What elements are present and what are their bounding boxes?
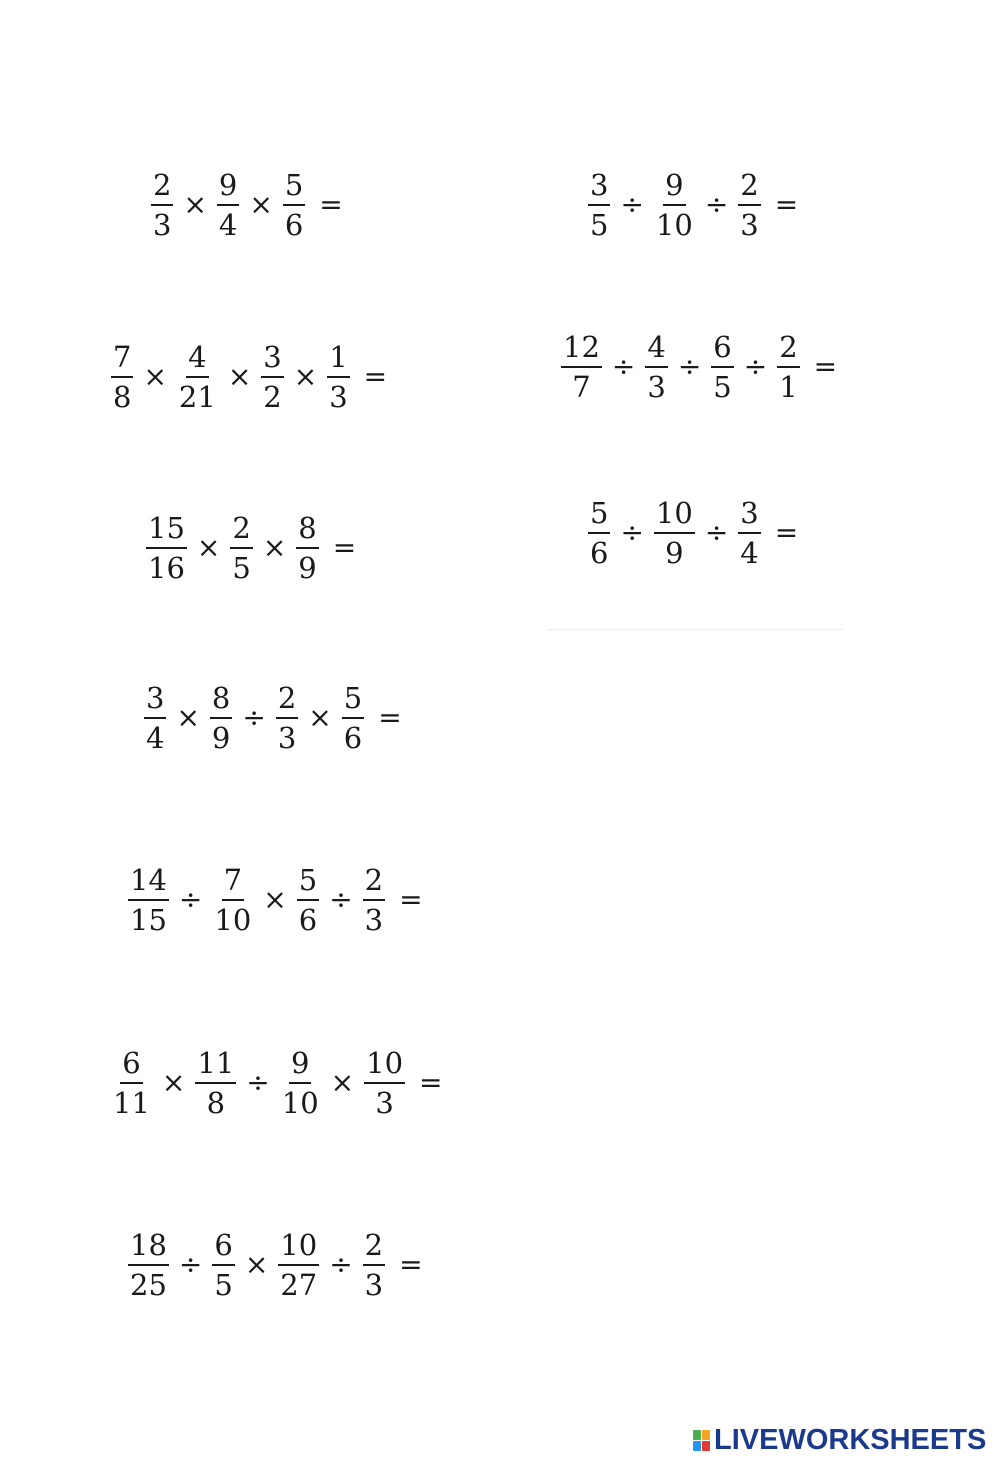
- divider-line: [548, 629, 843, 630]
- logo-square-2: [702, 1430, 710, 1440]
- denominator: 4: [740, 536, 759, 570]
- multiply-sign: ×: [227, 360, 252, 393]
- multiply-sign: ×: [176, 701, 200, 734]
- multiply-sign: ×: [183, 188, 207, 221]
- fraction: [278, 1228, 319, 1302]
- problem-2: [105, 332, 387, 422]
- fraction: [654, 496, 695, 570]
- fraction: [195, 1046, 236, 1120]
- numerator: 2: [276, 681, 298, 719]
- equals-sign: =: [399, 883, 423, 916]
- problem-3: [140, 503, 356, 593]
- denominator: 27: [280, 1268, 318, 1302]
- numerator: 5: [283, 168, 305, 206]
- equals-sign: =: [419, 1066, 443, 1099]
- multiply-sign: ×: [143, 360, 167, 393]
- multiply-sign: ×: [262, 531, 287, 564]
- fraction: [738, 168, 760, 242]
- logo-square-1: [693, 1430, 701, 1440]
- fraction: [210, 681, 232, 755]
- problem-5: [122, 855, 423, 945]
- fraction: [111, 1046, 152, 1120]
- denominator: 9: [665, 536, 684, 570]
- fraction: [342, 681, 364, 755]
- denominator: 7: [572, 370, 591, 404]
- fraction: [297, 863, 319, 937]
- denominator: 9: [298, 551, 317, 585]
- numerator: 9: [217, 168, 239, 206]
- problem-7: [122, 1220, 423, 1310]
- denominator: 3: [329, 380, 348, 414]
- divide-sign: ÷: [704, 188, 729, 221]
- equals-sign: =: [774, 516, 799, 549]
- fraction: [144, 681, 166, 755]
- numerator: 2: [777, 330, 799, 368]
- numerator: 4: [645, 330, 667, 368]
- numerator: 9: [289, 1046, 311, 1084]
- multiply-sign: ×: [196, 531, 221, 564]
- multiply-sign: ×: [244, 1248, 269, 1281]
- denominator: 3: [740, 208, 759, 242]
- fraction: [738, 496, 760, 570]
- divide-sign: ÷: [178, 1248, 203, 1281]
- numerator: 2: [151, 168, 173, 206]
- denominator: 11: [113, 1086, 150, 1120]
- multiply-sign: ×: [263, 883, 287, 916]
- liveworksheets-logo[interactable]: [693, 1424, 986, 1457]
- numerator: 2: [738, 168, 760, 206]
- fraction: [645, 330, 667, 404]
- denominator: 25: [130, 1268, 167, 1302]
- fraction: [217, 168, 239, 242]
- divide-sign: ÷: [178, 883, 203, 916]
- numerator: 18: [128, 1228, 169, 1266]
- fraction: [654, 168, 695, 242]
- numerator: 15: [146, 511, 187, 549]
- fraction: [588, 168, 610, 242]
- denominator: 5: [713, 370, 732, 404]
- fraction: [280, 1046, 321, 1120]
- fraction: [363, 863, 385, 937]
- divide-sign: ÷: [677, 350, 702, 383]
- fraction: [711, 330, 733, 404]
- denominator: 10: [281, 1086, 319, 1120]
- denominator: 3: [364, 1268, 384, 1302]
- numerator: 2: [230, 511, 252, 549]
- numerator: 10: [278, 1228, 319, 1266]
- divide-sign: ÷: [620, 188, 644, 221]
- fraction: [128, 1228, 169, 1302]
- numerator: 8: [296, 511, 318, 549]
- divide-sign: ÷: [704, 516, 729, 549]
- denominator: 6: [590, 536, 609, 570]
- numerator: 6: [120, 1046, 142, 1084]
- denominator: 4: [146, 721, 165, 755]
- denominator: 3: [277, 721, 297, 755]
- divide-sign: ÷: [242, 701, 266, 734]
- divide-sign: ÷: [329, 1248, 353, 1281]
- fraction: [364, 1046, 405, 1120]
- problem-10: [582, 488, 798, 578]
- multiply-sign: ×: [330, 1066, 355, 1099]
- divide-sign: ÷: [246, 1066, 270, 1099]
- equals-sign: =: [399, 1248, 423, 1281]
- divide-sign: ÷: [743, 350, 768, 383]
- denominator: 6: [284, 208, 304, 242]
- fraction: [363, 1228, 385, 1302]
- problem-6: [105, 1038, 443, 1128]
- numerator: 7: [111, 340, 133, 378]
- multiply-sign: ×: [161, 1066, 186, 1099]
- fraction: [111, 340, 133, 414]
- fraction: [588, 496, 610, 570]
- numerator: 10: [364, 1046, 405, 1084]
- denominator: 4: [218, 208, 238, 242]
- fraction: [327, 340, 349, 414]
- multiply-sign: ×: [293, 360, 318, 393]
- fraction: [261, 340, 283, 414]
- denominator: 3: [375, 1086, 394, 1120]
- multiply-sign: ×: [308, 701, 332, 734]
- numerator: 6: [711, 330, 733, 368]
- problem-1: [145, 160, 343, 250]
- fraction: [561, 330, 602, 404]
- denominator: 5: [214, 1268, 233, 1302]
- denominator: 16: [148, 551, 185, 585]
- denominator: 8: [206, 1086, 226, 1120]
- divide-sign: ÷: [611, 350, 636, 383]
- multiply-sign: ×: [249, 188, 273, 221]
- numerator: 3: [738, 496, 760, 534]
- fraction: [128, 863, 169, 937]
- logo-square-4: [702, 1441, 710, 1451]
- numerator: 2: [363, 1228, 385, 1266]
- equals-sign: =: [363, 360, 388, 393]
- problem-9: [555, 322, 837, 412]
- denominator: 10: [214, 903, 252, 937]
- fraction: [296, 511, 318, 585]
- fraction: [276, 681, 298, 755]
- equals-sign: =: [332, 531, 357, 564]
- divide-sign: ÷: [620, 516, 644, 549]
- denominator: 5: [590, 208, 609, 242]
- denominator: 15: [130, 903, 167, 937]
- numerator: 8: [210, 681, 232, 719]
- numerator: 6: [212, 1228, 234, 1266]
- numerator: 10: [654, 496, 695, 534]
- fraction: [212, 863, 253, 937]
- numerator: 4: [186, 340, 208, 378]
- denominator: 1: [779, 370, 798, 404]
- equals-sign: =: [813, 350, 838, 383]
- equals-sign: =: [319, 188, 343, 221]
- numerator: 7: [222, 863, 244, 901]
- denominator: 8: [113, 380, 132, 414]
- fraction: [146, 511, 187, 585]
- denominator: 6: [343, 721, 363, 755]
- numerator: 1: [327, 340, 349, 378]
- denominator: 10: [655, 208, 693, 242]
- numerator: 3: [144, 681, 166, 719]
- equals-sign: =: [378, 701, 402, 734]
- denominator: 5: [232, 551, 251, 585]
- fraction: [151, 168, 173, 242]
- numerator: 14: [128, 863, 169, 901]
- numerator: 9: [663, 168, 685, 206]
- fraction: [212, 1228, 234, 1302]
- fraction: [177, 340, 218, 414]
- fraction: [230, 511, 252, 585]
- fraction: [777, 330, 799, 404]
- numerator: 2: [363, 863, 385, 901]
- brand-text: LIVEWORKSHEETS: [714, 1424, 987, 1456]
- divide-sign: ÷: [329, 883, 353, 916]
- numerator: 3: [588, 168, 610, 206]
- denominator: 21: [178, 380, 216, 414]
- equals-sign: =: [774, 188, 799, 221]
- denominator: 2: [263, 380, 282, 414]
- numerator: 5: [588, 496, 610, 534]
- fraction: [283, 168, 305, 242]
- liveworksheets-logo-icon: [693, 1430, 710, 1451]
- problem-4: [138, 673, 402, 763]
- logo-square-3: [693, 1441, 701, 1451]
- numerator: 11: [195, 1046, 236, 1084]
- numerator: 3: [261, 340, 283, 378]
- problem-8: [582, 160, 798, 250]
- numerator: 5: [297, 863, 319, 901]
- denominator: 6: [298, 903, 318, 937]
- denominator: 9: [211, 721, 231, 755]
- numerator: 5: [342, 681, 364, 719]
- numerator: 12: [561, 330, 602, 368]
- denominator: 3: [364, 903, 384, 937]
- denominator: 3: [153, 208, 172, 242]
- denominator: 3: [647, 370, 666, 404]
